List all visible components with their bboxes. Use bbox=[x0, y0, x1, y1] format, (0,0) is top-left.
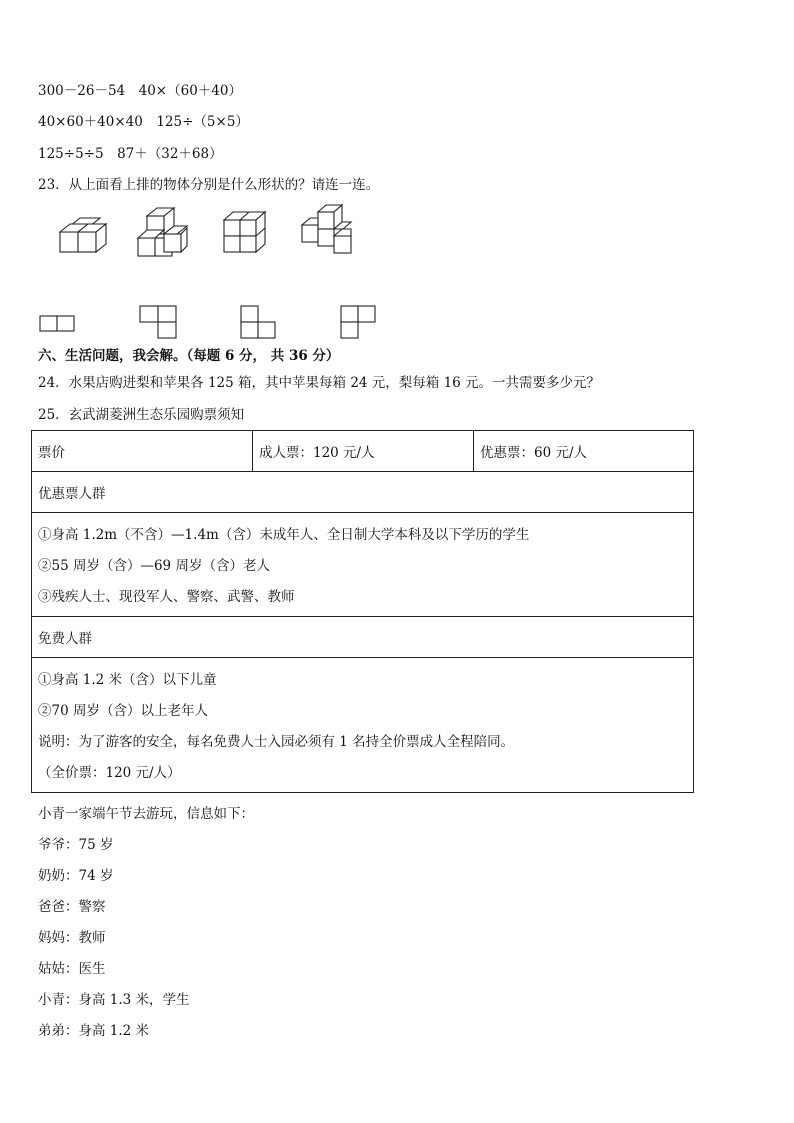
free-group-title: 免费人群 bbox=[32, 617, 694, 658]
free-items bbox=[32, 658, 694, 793]
discount-group-row bbox=[32, 472, 694, 513]
cube-figures bbox=[0, 0, 794, 350]
top-view-b bbox=[140, 306, 176, 338]
discount-item: ③残疾人士、现役军人、警察、武警、教师 bbox=[38, 589, 295, 605]
cube-figure-1 bbox=[60, 218, 106, 252]
calc-row-3: 125÷5÷5 87＋（32＋68） bbox=[38, 146, 223, 162]
free-items-row bbox=[32, 658, 694, 793]
price-row bbox=[32, 431, 694, 472]
discount-items bbox=[32, 513, 694, 617]
section-6-title: 六、生活问题，我会解。（每题 6 分， 共 36 分） bbox=[38, 348, 340, 364]
family-intro: 小青一家端午节去游玩，信息如下： bbox=[38, 806, 254, 822]
family-member: 奶奶：74 岁 bbox=[38, 868, 114, 884]
free-item-note: （全价票：120 元/人） bbox=[38, 765, 181, 781]
question-24: 24．水果店购进梨和苹果各 125 箱，其中苹果每箱 24 元，梨每箱 16 元。一共需要多少元？ bbox=[38, 375, 601, 391]
question-25-title: 25．玄武湖菱洲生态乐园购票须知 bbox=[38, 407, 245, 423]
cube-figure-3 bbox=[224, 212, 265, 252]
family-member: 姑姑：医生 bbox=[38, 961, 106, 977]
family-member: 妈妈：教师 bbox=[38, 930, 106, 946]
cube-figure-2 bbox=[138, 208, 187, 256]
discount-ticket-price: 优惠票：60 元/人 bbox=[474, 431, 694, 472]
discount-group-title: 优惠票人群 bbox=[32, 472, 694, 513]
free-item-note: 说明：为了游客的安全，每名免费人士入园必须有 1 名持全价票成人全程陪同。 bbox=[38, 734, 515, 750]
calc-row-1: 300－26－54 40×（60＋40） bbox=[38, 83, 242, 99]
family-member: 爸爸：警察 bbox=[38, 899, 106, 915]
discount-item: ①身高 1.2m（不含）—1.4m（含）未成年人、全日制大学本科及以下学历的学生 bbox=[38, 527, 530, 543]
top-view-d bbox=[341, 306, 375, 338]
family-member: 爷爷：75 岁 bbox=[38, 837, 114, 853]
discount-item: ②55 周岁（含）—69 周岁（含）老人 bbox=[38, 558, 270, 574]
ticket-info-table bbox=[31, 430, 694, 793]
family-member: 弟弟：身高 1.2 米 bbox=[38, 1023, 150, 1039]
calc-row-2: 40×60＋40×40 125÷（5×5） bbox=[38, 114, 249, 130]
adult-ticket-price: 成人票：120 元/人 bbox=[253, 431, 474, 472]
discount-items-row bbox=[32, 513, 694, 617]
top-view-c bbox=[241, 306, 275, 338]
free-item: ②70 周岁（含）以上老年人 bbox=[38, 703, 208, 719]
question-23: 23．从上面看上排的物体分别是什么形状的？请连一连。 bbox=[38, 177, 380, 193]
free-item: ①身高 1.2 米（含）以下儿童 bbox=[38, 672, 217, 688]
free-group-row bbox=[32, 617, 694, 658]
price-label: 票价 bbox=[32, 431, 253, 472]
top-view-a bbox=[40, 316, 74, 331]
family-member: 小青：身高 1.3 米，学生 bbox=[38, 992, 190, 1008]
cube-figure-4 bbox=[302, 205, 351, 253]
